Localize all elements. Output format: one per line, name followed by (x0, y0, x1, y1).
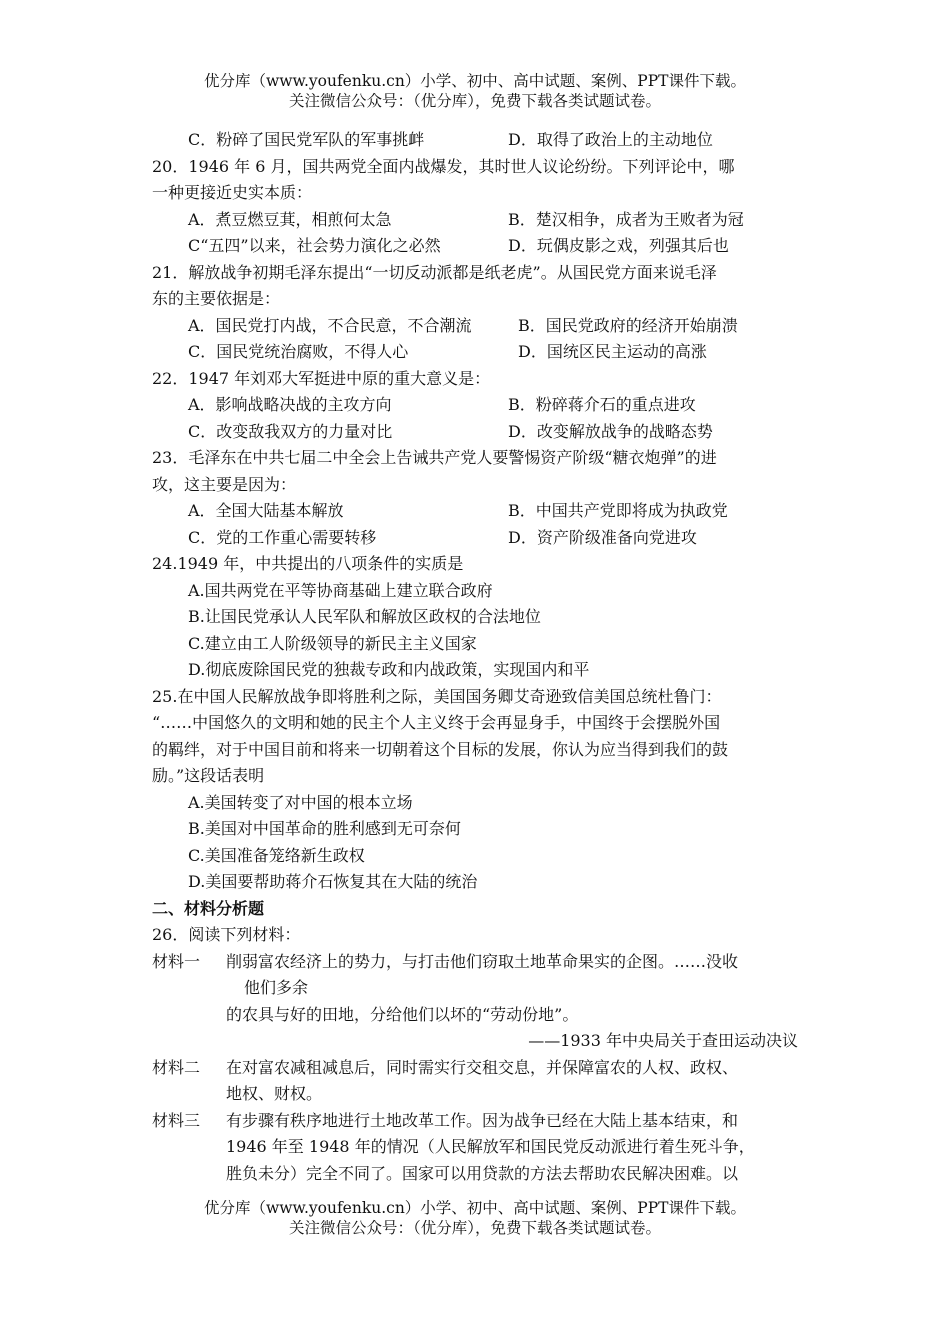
q21-stem-line2: 东的主要依据是： (152, 289, 281, 308)
q22-option-d: D．改变解放战争的战略态势 (508, 422, 713, 441)
q20-option-c: C“五四”以来，社会势力演化之必然 (188, 236, 441, 255)
q21-option-a: A．国民党打内战，不合民意，不合潮流 (188, 316, 472, 335)
material-1-line3: 的农具与好的田地，分给他们以坏的“劳动份地”。 (226, 1005, 579, 1024)
q25-option-d: D.美国要帮助蒋介石恢复其在大陆的统治 (188, 872, 478, 891)
q24-stem-line1: 24.1949 年，中共提出的八项条件的实质是 (152, 554, 464, 573)
material-1-source: ——1933 年中央局关于查田运动决议 (528, 1031, 798, 1050)
q20-option-b: B．楚汉相争，成者为王败者为冠 (508, 210, 744, 229)
q21-option-c: C．国民党统治腐败，不得人心 (188, 342, 409, 361)
q24-option-a: A.国共两党在平等协商基础上建立联合政府 (188, 581, 493, 600)
q24-option-c: C.建立由工人阶级领导的新民主主义国家 (188, 634, 477, 653)
q24-option-d: D.彻底废除国民党的独裁专政和内战政策，实现国内和平 (188, 660, 590, 679)
q24-option-b: B.让国民党承认人民军队和解放区政权的合法地位 (188, 607, 541, 626)
section-title: 二、材料分析题 (152, 899, 265, 918)
page-footer-line1: 优分库（www.youfenku.cn）小学、初中、高中试题、案例、PPT课件下载。 (203, 1199, 747, 1217)
material-3-line1: 有步骤有秩序地进行土地改革工作。因为战争已经在大陆上基本结束，和 (226, 1111, 739, 1130)
material-3-line2: 1946 年至 1948 年的情况（人民解放军和国民党反动派进行着生死斗争， (226, 1137, 755, 1156)
material-2-line2: 地权、财权。 (226, 1084, 323, 1103)
q21-option-d: D．国统区民主运动的高涨 (518, 342, 707, 361)
q25-stem-line3: 的羁绊，对于中国目前和将来一切朝着这个目标的发展，你认为应当得到我们的鼓 (152, 740, 729, 759)
material-2-label: 材料二 (152, 1058, 201, 1077)
q23-stem-line2: 攻，这主要是因为： (152, 475, 297, 494)
material-3-line3: 胜负未分）完全不同了。国家可以用贷款的方法去帮助农民解决困难。以 (226, 1164, 739, 1183)
q19-option-c: C．粉碎了国民党军队的军事挑衅 (188, 130, 425, 149)
q25-option-c: C.美国准备笼络新生政权 (188, 846, 365, 865)
q25-stem-line4: 励。”这段话表明 (152, 766, 265, 785)
material-1-label: 材料一 (152, 952, 201, 971)
material-1-line1: 削弱富农经济上的势力，与打击他们窃取土地革命果实的企图。……没收 (226, 952, 739, 971)
q20-stem-line1: 20．1946 年 6 月，国共两党全面内战爆发，其时世人议论纷纷。下列评论中，哪 (152, 157, 735, 176)
material-2-line1: 在对富农减租减息后，同时需实行交租交息，并保障富农的人权、政权、 (226, 1058, 739, 1077)
q22-stem-line1: 22．1947 年刘邓大军挺进中原的重大意义是： (152, 369, 491, 388)
material-1-line2: 他们多余 (244, 978, 309, 997)
q25-stem-line1: 25.在中国人民解放战争即将胜利之际，美国国务卿艾奇逊致信美国总统杜鲁门： (152, 687, 722, 706)
q23-stem-line1: 23．毛泽东在中共七届二中全会上告诫共产党人要警惕资产阶级“糖衣炮弹”的进 (152, 448, 717, 467)
q25-option-a: A.美国转变了对中国的根本立场 (188, 793, 413, 812)
q19-option-d: D．取得了政治上的主动地位 (508, 130, 713, 149)
q23-option-d: D．资产阶级准备向党进攻 (508, 528, 697, 547)
q23-option-a: A．全国大陆基本解放 (188, 501, 344, 520)
q25-stem-line2: “……中国悠久的文明和她的民主个人主义终于会再显身手，中国终于会摆脱外国 (152, 713, 721, 732)
material-3-label: 材料三 (152, 1111, 201, 1130)
q21-stem-line1: 21．解放战争初期毛泽东提出“一切反动派都是纸老虎”。从国民党方面来说毛泽 (152, 263, 717, 282)
page-footer-line2: 关注微信公众号：（优分库），免费下载各类试题试卷。 (288, 1219, 661, 1237)
q22-option-b: B．粉碎蒋介石的重点进攻 (508, 395, 696, 414)
q26-stem: 26．阅读下列材料： (152, 925, 301, 944)
page-header-line2: 关注微信公众号：（优分库），免费下载各类试题试卷。 (288, 92, 661, 110)
page-header-line1: 优分库（www.youfenku.cn）小学、初中、高中试题、案例、PPT课件下载。 (203, 72, 747, 90)
q21-option-b: B．国民党政府的经济开始崩溃 (518, 316, 738, 335)
q23-option-b: B．中国共产党即将成为执政党 (508, 501, 728, 520)
q20-stem-line2: 一种更接近史实本质： (152, 183, 313, 202)
q22-option-c: C．改变敌我双方的力量对比 (188, 422, 393, 441)
q22-option-a: A．影响战略决战的主攻方向 (188, 395, 392, 414)
q20-option-a: A．煮豆燃豆萁，相煎何太急 (188, 210, 392, 229)
q20-option-d: D．玩偶皮影之戏，列强其后也 (508, 236, 729, 255)
q25-option-b: B.美国对中国革命的胜利感到无可奈何 (188, 819, 461, 838)
q23-option-c: C．党的工作重心需要转移 (188, 528, 377, 547)
